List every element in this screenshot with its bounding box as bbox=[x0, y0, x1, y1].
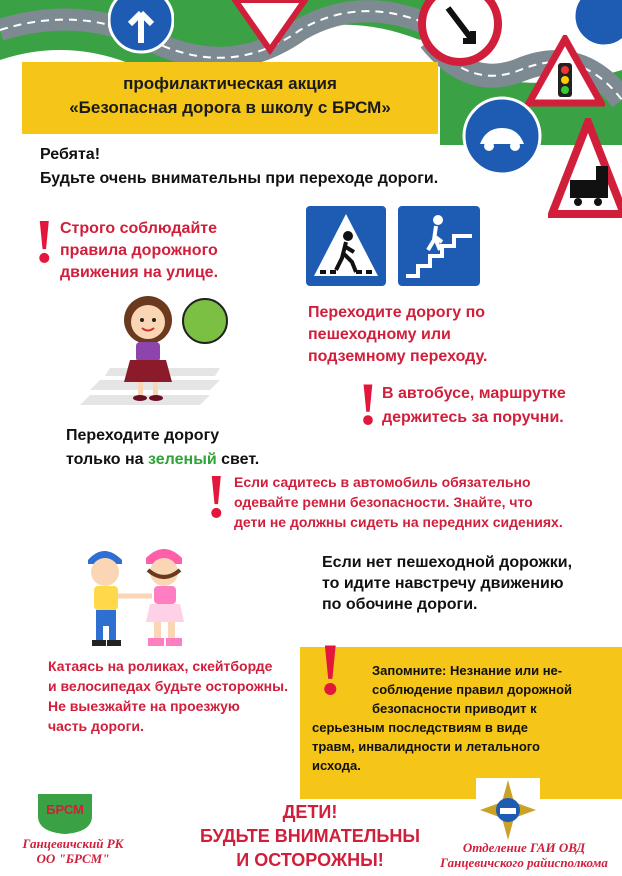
greeting: Ребята! bbox=[40, 146, 101, 163]
brsm-logo bbox=[34, 790, 96, 841]
cta-line: БУДЬТЕ ВНИМАТЕЛЬНЫ bbox=[200, 826, 420, 846]
remember-line: Запомните: Незнание или не- bbox=[372, 663, 563, 678]
rule-bus-handrails bbox=[382, 382, 566, 430]
rule-rollerskating bbox=[48, 656, 288, 736]
underground-crossing-sign-icon bbox=[398, 206, 480, 291]
org-line: ОО "БРСМ" bbox=[36, 851, 110, 866]
pedestrian-crossing-sign-icon bbox=[306, 206, 386, 291]
no-left-turn-sign-icon bbox=[418, 0, 502, 71]
gai-emblem bbox=[476, 778, 540, 847]
rule-line: Катаясь на роликах, скейтборде bbox=[48, 658, 273, 674]
rule-line: движения на улице. bbox=[60, 264, 219, 281]
remember-text bbox=[372, 661, 600, 699]
rule-line: держитесь за поручни. bbox=[382, 409, 564, 426]
rule-walk-facing-traffic bbox=[322, 552, 572, 615]
remember-line: соблюдение правил дорожной bbox=[372, 682, 573, 697]
warning-sign-icon bbox=[230, 0, 310, 60]
exclamation-icon: ! bbox=[318, 629, 343, 711]
train-crossing-sign-icon bbox=[548, 118, 622, 223]
brsm-logo-text: БРСМ bbox=[46, 802, 84, 817]
girl-illustration bbox=[70, 290, 230, 425]
rule-line: то идите навстречу движению bbox=[322, 575, 564, 592]
intro-text: Будьте очень внимательны при переходе дороги. bbox=[40, 170, 439, 187]
footer-call-to-action bbox=[150, 800, 470, 872]
remember-line: безопасности приводит к bbox=[372, 701, 537, 716]
rule-line: Переходите дорогу bbox=[66, 427, 220, 444]
right-organization bbox=[424, 840, 622, 870]
org-line: Ганцевичского райисполкома bbox=[440, 855, 608, 870]
remember-box bbox=[300, 629, 622, 799]
rule-green-light bbox=[66, 424, 259, 472]
kids-rollerskating-illustration bbox=[78, 540, 198, 657]
campaign-title: «Безопасная дорога в школу с БРСМ» bbox=[69, 98, 391, 117]
green-word: зеленый bbox=[148, 451, 217, 468]
rule-line: пешеходному или bbox=[308, 326, 451, 343]
rule-line: Переходите дорогу по bbox=[308, 304, 486, 321]
rule-line: часть дороги. bbox=[48, 718, 144, 734]
rule-line: по обочине дороги. bbox=[322, 596, 478, 613]
exclamation-icon: ! bbox=[206, 463, 227, 531]
rule-line: правила дорожного bbox=[60, 242, 218, 259]
remember-text-continued bbox=[312, 699, 602, 775]
rule-line: Если садитесь в автомобиль обязательно bbox=[234, 474, 531, 490]
rule-line: и велосипедах будьте осторожны. bbox=[48, 678, 288, 694]
rule-text: свет. bbox=[216, 451, 260, 468]
rule-obey-traffic bbox=[60, 218, 218, 284]
remember-line: серьезным последствиям в виде bbox=[312, 720, 528, 735]
rule-line: одевайте ремни безопасности. Знайте, что bbox=[234, 494, 533, 510]
rule-use-crossing bbox=[308, 302, 487, 368]
exclamation-icon: ! bbox=[34, 208, 55, 276]
rule-line: подземному переходу. bbox=[308, 348, 488, 365]
rule-line: Строго соблюдайте bbox=[60, 220, 218, 237]
rule-text: только на bbox=[66, 451, 149, 468]
rule-line: Если нет пешеходной дорожки, bbox=[322, 554, 573, 571]
exclamation-icon: ! bbox=[358, 371, 378, 437]
rule-seatbelts bbox=[234, 472, 563, 532]
campaign-title-box bbox=[22, 62, 438, 134]
rule-line: дети не должны сидеть на передних сидениях. bbox=[234, 514, 563, 530]
cta-line: ДЕТИ! bbox=[282, 802, 338, 822]
campaign-subtitle: профилактическая акция bbox=[123, 74, 337, 93]
org-line: Ганцевичский РК bbox=[22, 836, 124, 851]
rule-line: В автобусе, маршрутке bbox=[382, 385, 566, 402]
slippery-road-sign-icon bbox=[462, 96, 542, 181]
rule-line bbox=[66, 448, 259, 472]
org-line: Отделение ГАИ ОВД bbox=[462, 840, 586, 855]
remember-line: травм, инвалидности и летального bbox=[312, 739, 540, 754]
remember-line: исхода. bbox=[312, 758, 361, 773]
left-organization bbox=[8, 836, 138, 866]
turn-left-sign-icon bbox=[108, 0, 174, 59]
cta-line: И ОСТОРОЖНЫ! bbox=[236, 850, 384, 870]
rule-line: Не выезжайте на проезжую bbox=[48, 698, 240, 714]
